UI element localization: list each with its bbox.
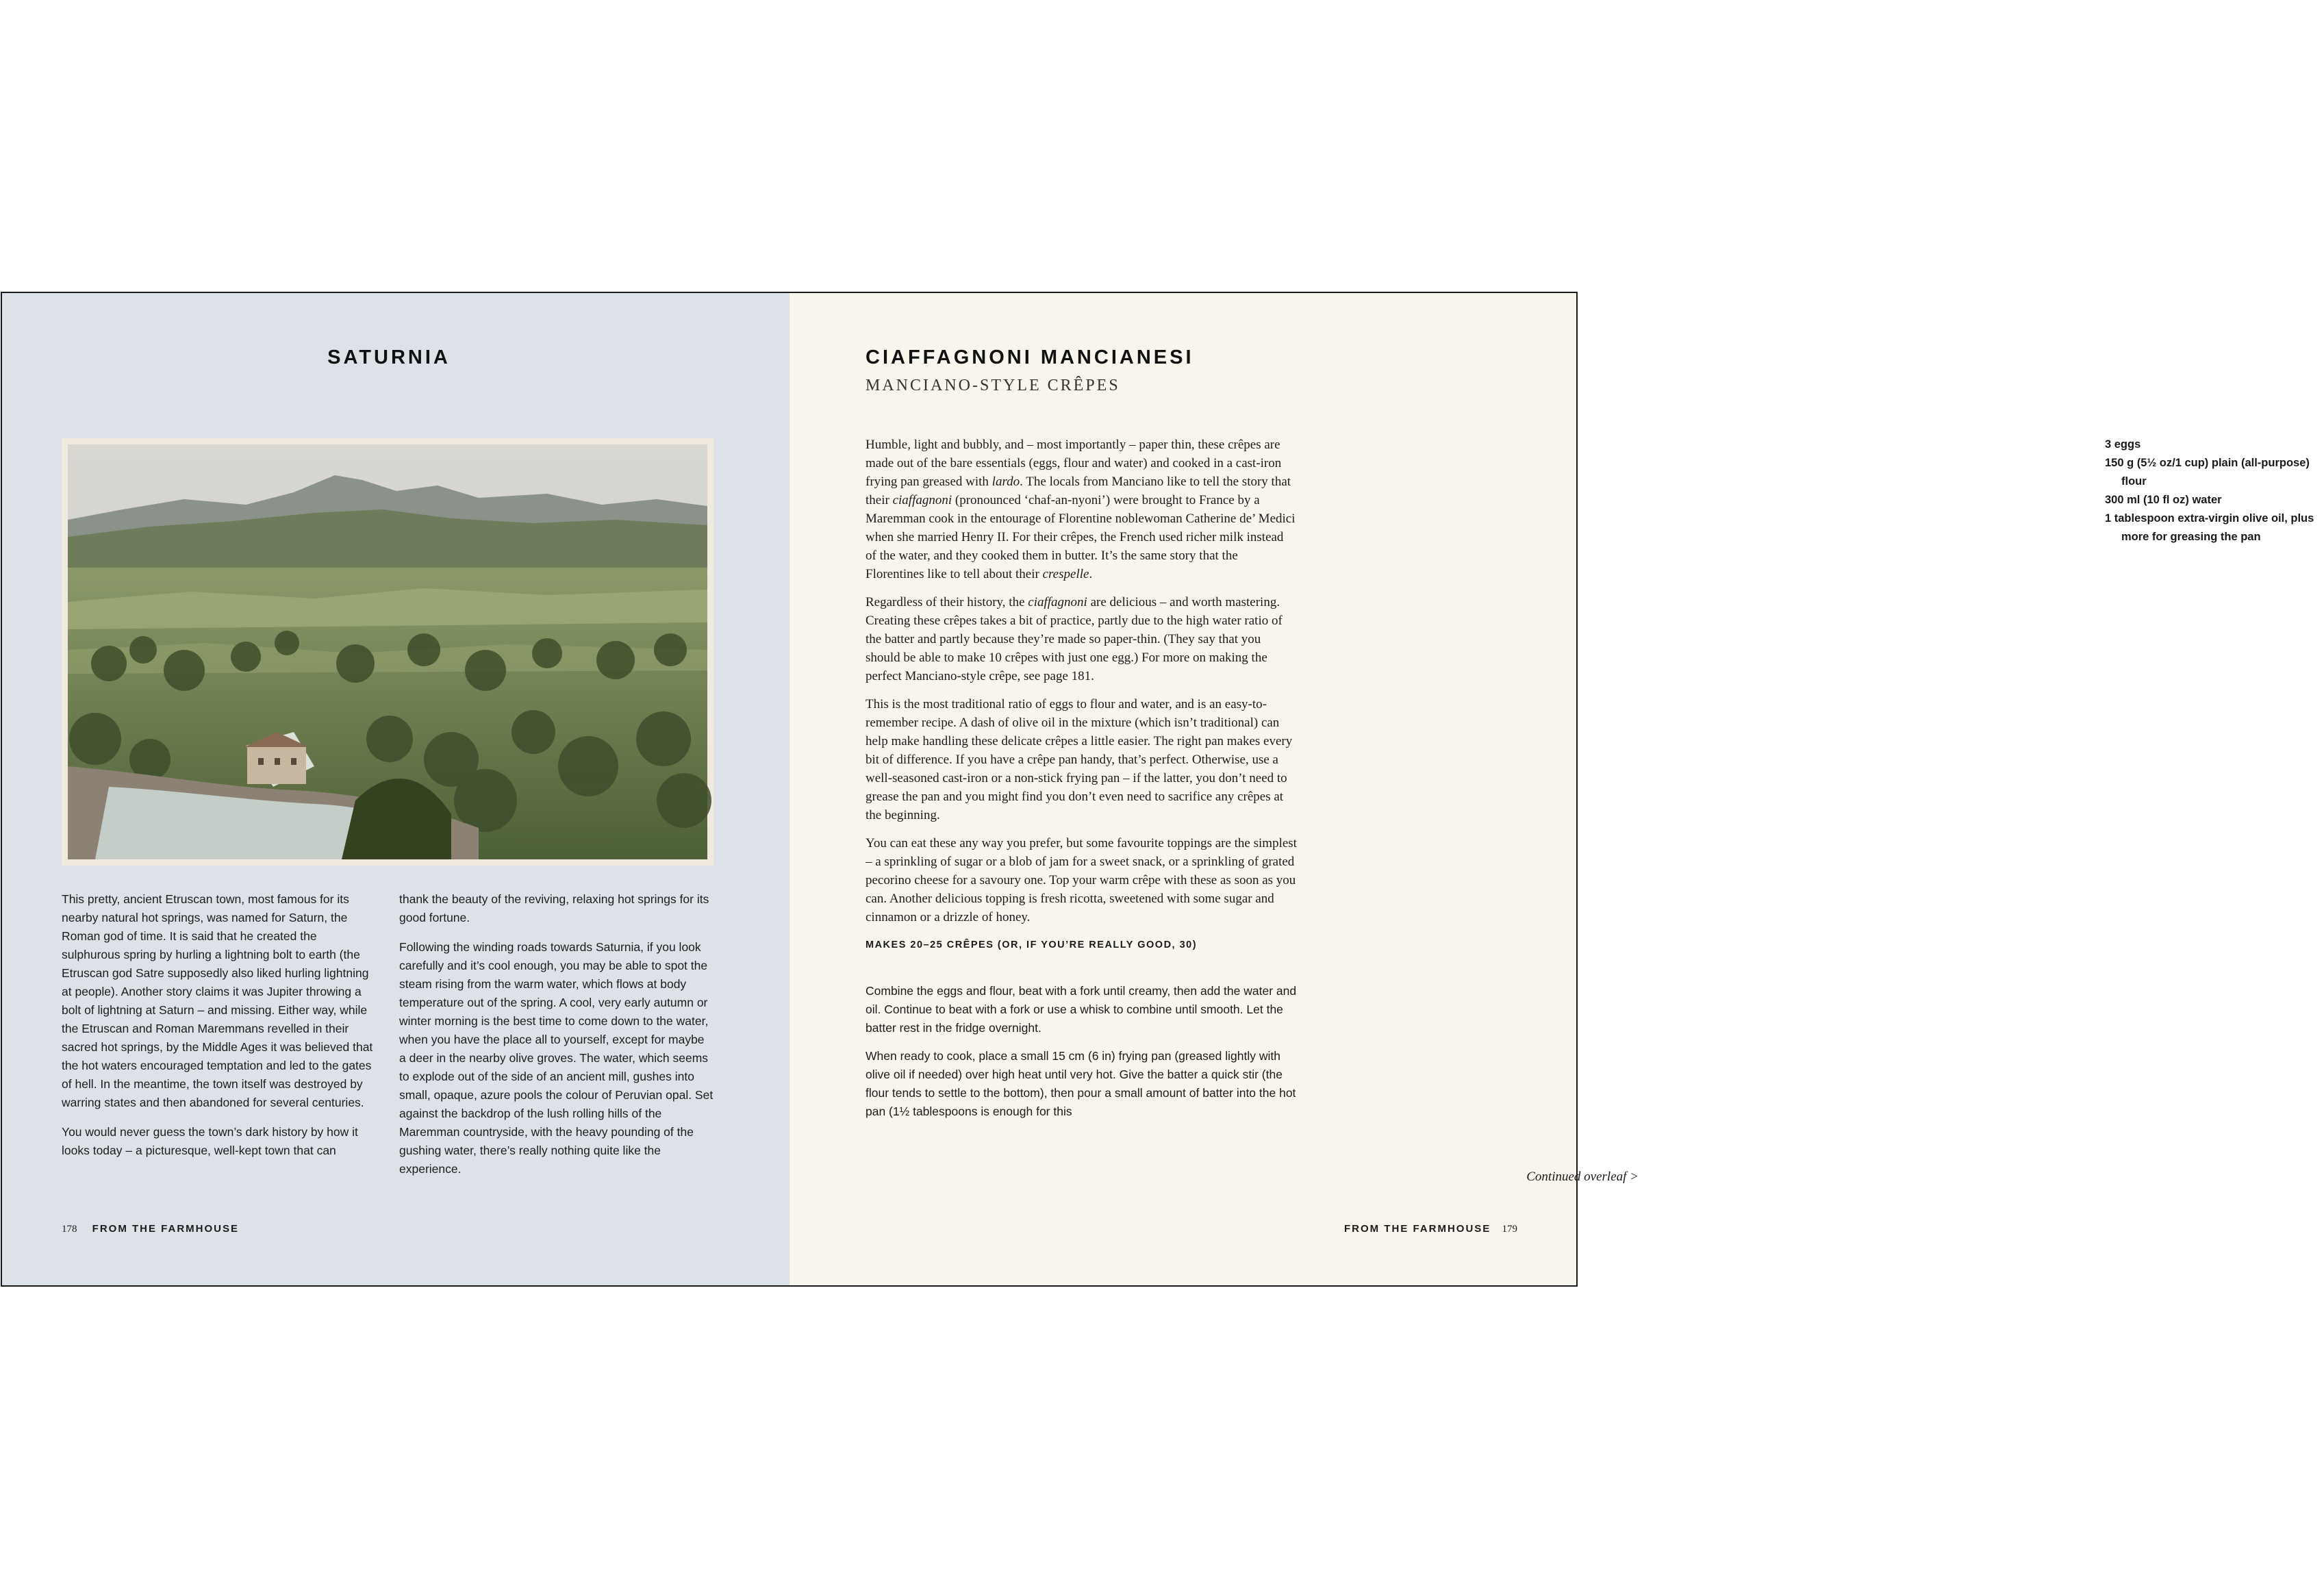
right-page [790, 293, 2314, 1285]
italic-term: ciaffagnoni [1028, 595, 1087, 609]
left-folio [62, 1223, 239, 1235]
landscape-photo [62, 438, 713, 866]
ingredient-item: 300 ml (10 fl oz) water [2105, 494, 2222, 506]
ingredient-list [2105, 436, 2324, 546]
text-run: (pronounced ‘chaf-an-nyoni’) were brought to France by a Maremman cook in the entourage of Florentine noblewoman Catherine de’ Medici when she married Henry II. For their crêpes, the French used richer milk instead of the water, and they cooked them in butter. It’s the same story that the Florentines like to tell about their [866, 493, 1296, 581]
method-step: Combine the eggs and flour, beat with a fork until creamy, then add the water and oil. Continue to beat with a fork or use a whisk to combine until smooth. Let the batter rest in the fridge overnight. [866, 984, 1297, 1035]
method [866, 982, 1297, 1121]
text-run: . The locals from Manciano like to tell the story that their [866, 475, 1291, 507]
italic-term: ciaffagnoni [892, 493, 952, 507]
intro-paragraph: This is the most traditional ratio of eggs to flour and water, and is an easy-to-remember recipe. A dash of olive oil in the mixture (which isn’t traditional) can help make handling these delicate crêpes a little easier. The right pan makes every bit of difference. If you have a crêpe pan handy, that’s perfect. Otherwise, use a well-seasoned cast-iron or a non-stick frying pan – if the latter, you don’t need to grease the pan and you might find you don’t even need to sacrifice any crêpes at the beginning. [866, 697, 1293, 822]
running-head: FROM THE FARMHOUSE [1343, 1223, 1491, 1235]
intro-paragraph [866, 436, 1297, 583]
left-column-1 [62, 890, 377, 1171]
continued-overleaf: Continued overleaf > [1526, 1170, 1639, 1184]
left-page [2, 293, 790, 1285]
left-column-2 [399, 890, 714, 1189]
ingredient-item: 1 tablespoon extra-virgin olive oil, plus more for greasing the pan [2105, 512, 2314, 543]
recipe-title: CIAFFAGNONI MANCIANESI [866, 346, 1194, 368]
text-run: . [1089, 567, 1093, 581]
text-run: are delicious – and worth mastering. Creating these crêpes takes a bit of practice, partly due to the high water ratio of the batter and partly because they’re made so paper-thin. (They say that you should be able to make 10 crêpes with just one egg.) For more on making the perfect Manciano-style crêpe, see page 181. [866, 595, 1283, 683]
ingredient-item: 3 eggs [2105, 438, 2141, 451]
text-run: Humble, light and bubbly, and – most importantly – paper thin, these crêpes are made out of the bare essentials (eggs, flour and water) and cooked in a cast-iron frying pan greased with [866, 438, 1282, 489]
page-number: 179 [1502, 1224, 1517, 1235]
right-folio [1344, 1223, 1517, 1235]
page-title: SATURNIA [327, 346, 451, 368]
page-number: 178 [62, 1224, 77, 1235]
intro-paragraph [866, 593, 1297, 685]
method-step: When ready to cook, place a small 15 cm (6 in) frying pan (greased lightly with olive oil if needed) over high heat until very hot. Give the batter a quick stir (the flour tends to settle to the bottom), then pour a small amount of batter into the hot pan (1½ tablespoons is enough for this [866, 1049, 1296, 1118]
book-spread [1, 292, 2314, 1287]
running-head: FROM THE FARMHOUSE [92, 1223, 240, 1235]
paragraph: You would never guess the town’s dark history by how it looks today – a picturesque, well-kept town that can [62, 1125, 358, 1157]
italic-term: crespelle [1042, 567, 1089, 581]
intro-paragraph: You can eat these any way you prefer, but some favourite toppings are the simplest – a sprinkling of sugar or a blob of jam for a sweet snack, or a sprinkling of grated pecorino cheese for a savoury one. Top your warm crêpe with these as soon as you can. Another delicious topping is fresh ricotta, sweetened with some sugar and cinnamon or a drizzle of honey. [866, 836, 1297, 924]
landscape-illustration [68, 444, 707, 859]
paragraph: This pretty, ancient Etruscan town, most famous for its nearby natural hot springs, was named for Saturn, the Roman god of time. It is said that he created the sulphurous spring by hurling a lightning bolt to earth (the Etruscan god Satre supposedly also liked hurling lightning at people). Another story claims it was Jupiter throwing a bolt of lightning at Saturn – and missing. Either way, while the Etruscan and Roman Maremmans revelled in their sacred hot springs, by the Middle Ages it was believed that the hot waters encouraged temptation and led to the gates of hell. In the meantime, the town itself was destroyed by warring states and then abandoned for several centuries. [62, 892, 373, 1109]
text-run: Regardless of their history, the [866, 595, 1028, 609]
recipe-subtitle: MANCIANO-STYLE CRÊPES [866, 377, 1120, 394]
recipe-intro [866, 436, 1297, 1131]
yield-label: MAKES 20–25 CRÊPES (OR, IF YOU’RE REALLY GOOD, 30) [866, 939, 1198, 950]
ingredient-item: 150 g (5½ oz/1 cup) plain (all-purpose) flour [2105, 457, 2310, 488]
italic-term: lardo [992, 475, 1020, 489]
paragraph: Following the winding roads towards Saturnia, if you look carefully and it’s cool enough, you may be able to spot the steam rising from the warm water, which flows at body temperature out of the spring. A cool, very early autumn or winter morning is the best time to come down to the water, when you have the place all to yourself, except for maybe a deer in the nearby olive groves. The water, which seems to explode out of the side of an ancient mill, gushes into small, opaque, azure pools the colour of Peruvian opal. Set against the backdrop of the lush rolling hills of the Maremman countryside, with the heavy pounding of the gushing water, there’s really nothing quite like the experience. [399, 940, 713, 1176]
paragraph: thank the beauty of the reviving, relaxing hot springs for its good fortune. [399, 892, 709, 924]
